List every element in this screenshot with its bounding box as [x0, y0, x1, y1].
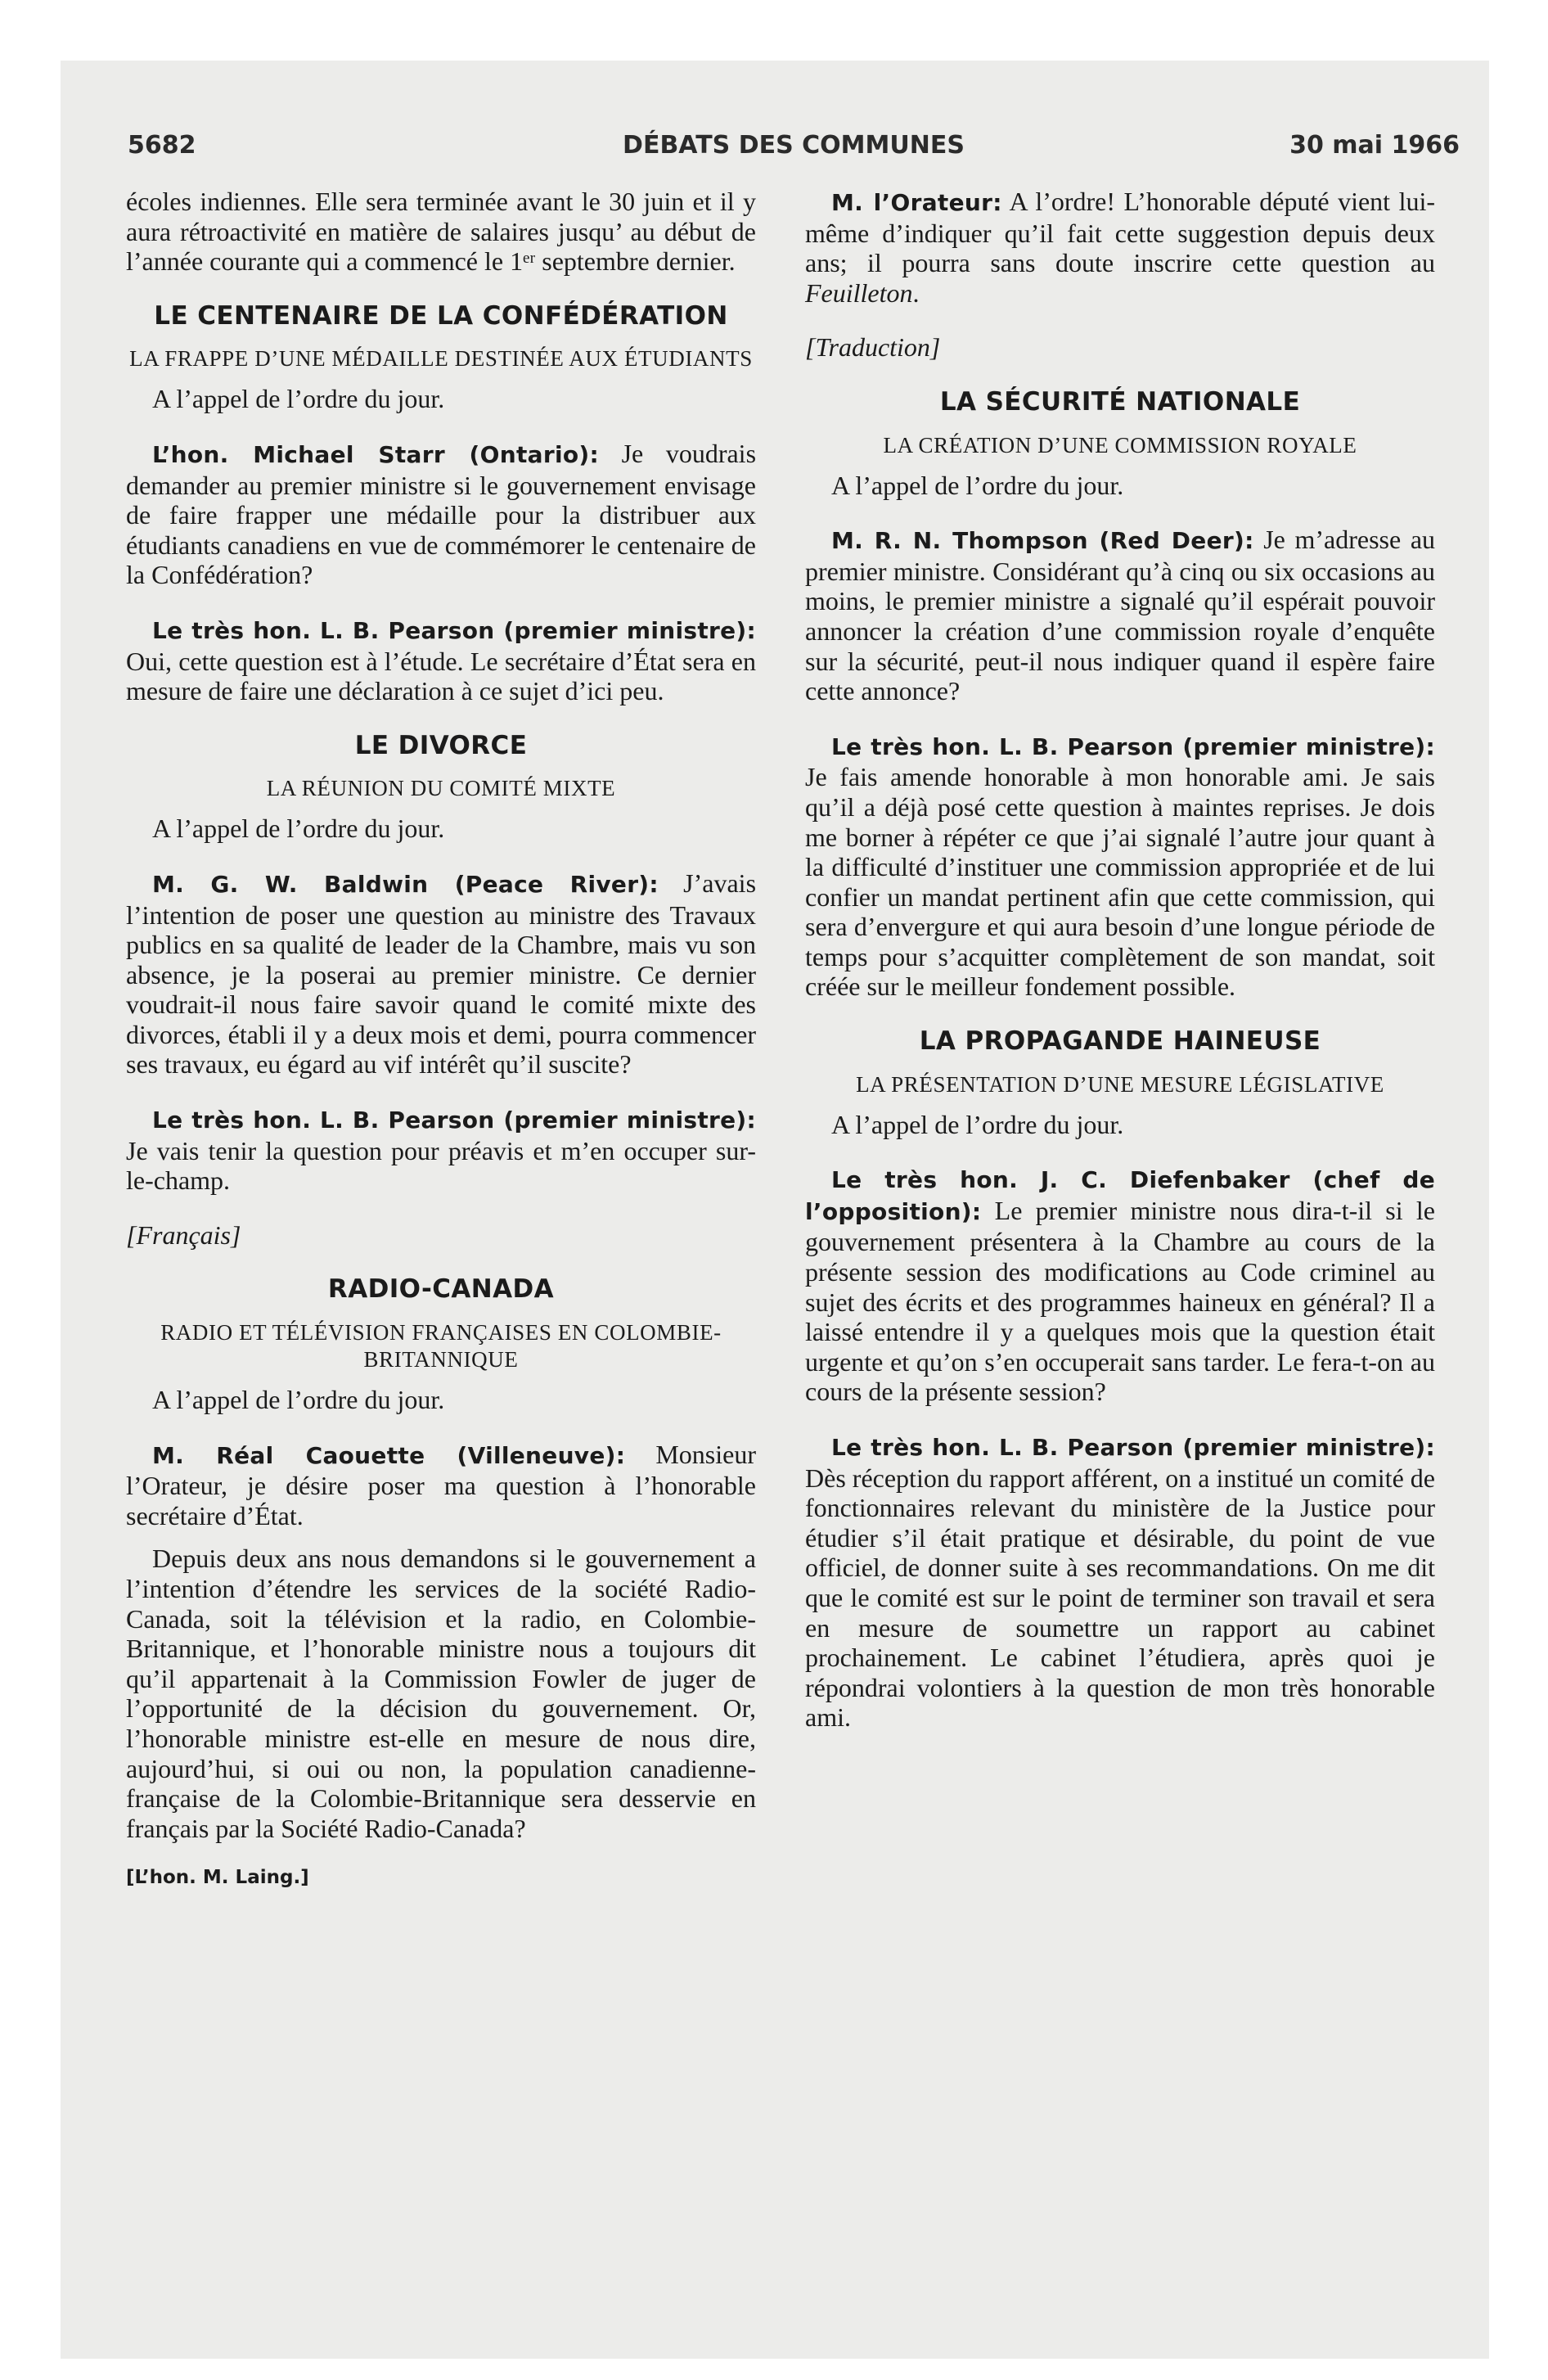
- speaker-name: Le très hon. L. B. Pearson (premier ministre):: [831, 1434, 1435, 1461]
- page-number: 5682: [128, 131, 196, 160]
- speech-text: Oui, cette question est à l’étude. Le secrétaire d’État sera en mesure de faire une déclaration à ce sujet d’ici peu.: [126, 646, 756, 706]
- speech-text: Je voudrais demander au premier ministre si le gouvernement envisage de faire frapper une médaille pour la distribuer aux étudiants canadiens en vue de commémorer le centenaire de la Confédération?: [126, 438, 757, 590]
- language-note-francais: [Français]: [126, 1219, 241, 1250]
- right-column: [805, 187, 1435, 1757]
- speaker-name: Le très hon. L. B. Pearson (premier ministre):: [152, 1107, 756, 1134]
- heading-centenaire: LE CENTENAIRE DE LA CONFÉDÉRATION: [154, 300, 728, 331]
- page-header: [128, 131, 1460, 172]
- speech-starr: [126, 439, 756, 590]
- subheading-mesure: LA PRÉSENTATION D’UNE MESURE LÉGISLATIVE: [856, 1071, 1384, 1097]
- order-of-day-call: A l’appel de l’ordre du jour.: [152, 384, 445, 414]
- language-note-traduction: [Traduction]: [805, 332, 941, 363]
- speech-thompson: [805, 525, 1435, 706]
- speech-pearson-3: [805, 731, 1435, 1002]
- speaker-name: M. G. W. Baldwin (Peace River):: [152, 870, 659, 898]
- speech-text: Je m’adresse au premier ministre. Considérant qu’à cinq ou six occasions au moins, le premier ministre a signalé qu’il espérait pouvoir annoncer la création d’une commission royale d’enquête sur la sécurité, peut-il nous indiquer quand il espère faire cette annonce?: [805, 525, 1436, 706]
- speech-pearson-4: [805, 1431, 1435, 1733]
- speech-orateur: [805, 187, 1435, 308]
- left-column: [126, 187, 756, 1893]
- order-of-day-call: A l’appel de l’ordre du jour.: [152, 814, 445, 844]
- speaker-name: Le très hon. L. B. Pearson (premier ministre):: [831, 732, 1435, 760]
- order-of-day-call: A l’appel de l’ordre du jour.: [831, 470, 1124, 500]
- page-date: 30 mai 1966: [1289, 131, 1460, 160]
- speech-caouette-continued: Depuis deux ans nous demandons si le gouvernement a l’intention d’étendre les services de la société Radio-Canada, soit la télévision et la radio, en Colombie-Britannique, et l’honorable ministre nous a toujours dit qu’il appartenait à la Commission Fowler de juger de l’opportunité de la décision du gouvernement. Or, l’honorable ministre est-elle en mesure de nous dire, aujourd’hui, si oui ou non, la population canadienne-française de la Colombie-Britannique sera desservie en français par la Société Radio-Canada?: [126, 1544, 756, 1843]
- speech-text: Je fais amende honorable à mon honorable ami. Je sais qu’il a déjà posé cette question à maintes reprises. Je dois me borner à répéter ce que j’ai signalé l’autre jour quant à la difficulté d’instituer une commission appropriée et de lui confier un mandat pertinent afin que cette commission, qui sera d’envergure et qui aura besoin d’une longue période de temps pour s’acquitter complètement de son mandat, soit créée sur le meilleur fondement possible.: [805, 762, 1435, 1002]
- speech-pearson-1: [126, 615, 756, 706]
- speaker-signoff: [L’hon. M. Laing.]: [126, 1867, 309, 1889]
- publication-title: DÉBATS DES COMMUNES: [623, 131, 965, 160]
- heading-propagande: LA PROPAGANDE HAINEUSE: [919, 1026, 1321, 1057]
- subheading-commission: LA CRÉATION D’UNE COMMISSION ROYALE: [883, 432, 1357, 458]
- speaker-name: Le très hon. L. B. Pearson (premier ministre):: [152, 616, 756, 644]
- heading-divorce: LE DIVORCE: [354, 730, 528, 760]
- order-of-day-call: A l’appel de l’ordre du jour.: [831, 1109, 1124, 1139]
- speech-text: Dès réception du rapport afférent, on a institué un comité de fonctionnaires relevant du ministère de la Justice pour étudier s’il était pratique et désirable, du point de vue officiel, de donner suite à ses recommandations. On me dit que le comité est sur le point de terminer son travail et sera en mesure de soumettre un rapport au cabinet prochainement. Le cabinet l’étudiera, après quoi je répondrai volontiers à la question de mon très honorable ami.: [805, 1463, 1435, 1733]
- speech-text: Monsieur l’Orateur, je désire poser ma question à l’honorable secrétaire d’État.: [126, 1439, 756, 1530]
- speech-pearson-2: [126, 1104, 756, 1196]
- speaker-name: M. l’Orateur:: [831, 189, 1002, 216]
- order-of-day-call: A l’appel de l’ordre du jour.: [152, 1385, 445, 1415]
- speaker-name: M. Réal Caouette (Villeneuve):: [152, 1441, 626, 1469]
- speaker-name: Le très hon. J. C. Diefenbaker (chef de l’opposition):: [805, 1166, 1435, 1225]
- speech-text: A l’ordre! L’honorable député vient lui-même d’indiquer qu’il fait cette suggestion depuis deux ans; il pourra sans doute inscrire cette question au: [805, 187, 1436, 278]
- speaker-name: L’hon. Michael Starr (Ontario):: [152, 440, 600, 468]
- heading-securite: LA SÉCURITÉ NATIONALE: [939, 386, 1301, 417]
- paragraph-intro: écoles indiennes. Elle sera terminée avant le 30 juin et il y aura rétroactivité en matière de salaires jusqu’ au début de l’année courante qui a commencé le 1ᵉʳ septembre dernier.: [126, 187, 756, 277]
- feuilleton-italic: Feuilleton: [805, 277, 913, 308]
- speech-diefenbaker: [805, 1164, 1435, 1407]
- speech-text: Je vais tenir la question pour préavis et m’en occuper sur-le-champ.: [126, 1135, 756, 1196]
- speech-text: Le premier ministre nous dira-t-il si le gouvernement présentera à la Chambre au cours de la présente session des modifications au Code criminel au sujet des écrits et des programmes haineux en général? Il a laissé entendre il y a quelques mois que la question était urgente et qu’on s’en occuperait sans tarder. Le fera-t-on au cours de la présente session?: [805, 1195, 1436, 1407]
- speech-text: J’avais l’intention de poser une question au ministre des Travaux publics en sa qualité de leader de la Chambre, mais vu son absence, je la poserai au premier ministre. Ce dernier voudrait-il nous faire savoir quand le comité mixte des divorces, établi il y a deux mois et demi, pourra commencer ses travaux, eu égard au vif intérêt qu’il suscite?: [126, 868, 757, 1080]
- speaker-name: M. R. N. Thompson (Red Deer):: [831, 527, 1254, 555]
- subheading-medaille: LA FRAPPE D’UNE MÉDAILLE DESTINÉE AUX ÉTUDIANTS: [129, 346, 753, 372]
- speech-text-end: .: [912, 277, 920, 308]
- subheading-radio: RADIO ET TÉLÉVISION FRANÇAISES EN COLOMBIE-BRITANNIQUE: [160, 1320, 722, 1373]
- subheading-reunion: LA RÉUNION DU COMITÉ MIXTE: [266, 776, 616, 801]
- heading-radio-canada: RADIO-CANADA: [327, 1274, 555, 1305]
- speech-caouette: [126, 1440, 756, 1531]
- speech-baldwin: [126, 868, 756, 1080]
